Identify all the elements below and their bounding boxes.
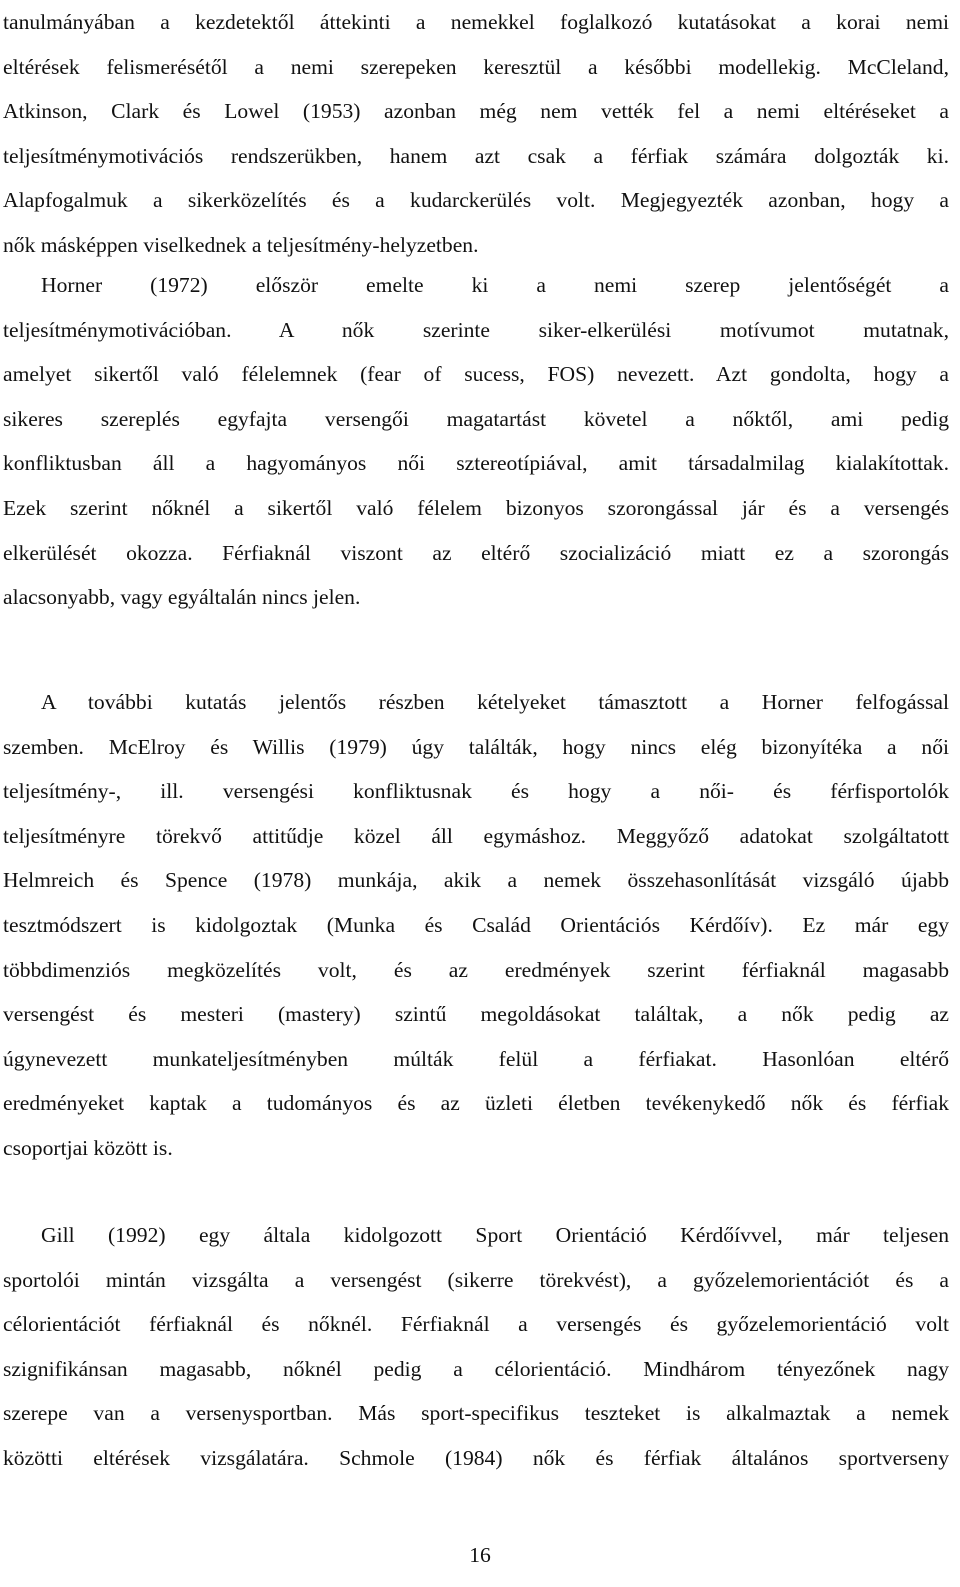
page-number: 16 — [469, 1543, 491, 1567]
text-line: teljesítménymotivációban. A nők szerinte siker-elkerülési motívumot mutatnak, — [3, 317, 949, 342]
text-line: szignifikánsan magasabb, nőknél pedig a célorientáció. Mindhárom tényezőnek nagy — [3, 1356, 949, 1381]
text-line: sportolói mintán vizsgálta a versengést (sikerre törekvést), a győzelemorientációt és a — [3, 1267, 949, 1292]
text-line: tanulmányában a kezdetektől áttekinti a nemekkel foglalkozó kutatásokat a korai nemi — [3, 10, 949, 34]
text-line: Ezek szerint nőknél a sikertől való félelem bizonyos szorongással jár és a versengés — [3, 495, 949, 520]
text-line: teljesítmény-, ill. versengési konfliktusnak és hogy a női- és férfisportolók — [3, 779, 949, 804]
text-line: Gill (1992) egy általa kidolgozott Sport Orientáció Kérdőívvel, már teljesen — [41, 1223, 949, 1247]
paragraph-3 — [3, 680, 949, 1171]
text-line: közötti eltérések vizsgálatára. Schmole (1984) nők és férfiak általános sportverseny — [3, 1445, 949, 1470]
text-line: tesztmódszert is kidolgoztak (Munka és Család Orientációs Kérdőív). Ez már egy — [3, 912, 949, 937]
text-line: csoportjai között is. — [3, 1135, 173, 1160]
text-line: Helmreich és Spence (1978) munkája, akik a nemek összehasonlítását vizsgáló újabb — [3, 868, 949, 893]
text-line: nők másképpen viselkednek a teljesítmény-helyzetben. — [3, 232, 479, 257]
text-line: Alapfogalmuk a sikerközelítés és a kudarckerülés volt. Megjegyezték azonban, hogy a — [3, 188, 949, 213]
text-line: teljesítményre törekvő attitűdje közel áll egymáshoz. Meggyőző adatokat szolgáltatott — [3, 823, 949, 848]
text-line: úgynevezett munkateljesítményben múlták felül a férfiakat. Hasonlóan eltérő — [3, 1046, 949, 1071]
text-line: Atkinson, Clark és Lowel (1953) azonban még nem vették fel a nemi eltéréseket a — [3, 99, 949, 124]
text-line: alacsonyabb, vagy egyáltalán nincs jelen. — [3, 585, 361, 610]
paragraph-2 — [3, 263, 949, 620]
paragraph-1 — [3, 0, 949, 268]
text-line: célorientációt férfiaknál és nőknél. Férfiaknál a versengés és győzelemorientáció volt — [3, 1312, 949, 1337]
text-line: szemben. McElroy és Willis (1979) úgy találták, hogy nincs elég bizonyítéka a női — [3, 734, 949, 759]
text-line: elkerülését okozza. Férfiaknál viszont az eltérő szocializáció miatt ez a szorongás — [3, 540, 949, 565]
paragraph-4 — [3, 1213, 949, 1481]
text-line: sikeres szereplés egyfajta versengői magatartást követel a nőktől, ami pedig — [3, 406, 949, 431]
text-line: eredményeket kaptak a tudományos és az üzleti életben tevékenykedő nők és férfiak — [3, 1091, 949, 1116]
text-line: konfliktusban áll a hagyományos női sztereotípiával, amit társadalmilag kialakítottak. — [3, 451, 949, 476]
text-line: teljesítménymotivációs rendszerükben, hanem azt csak a férfiak számára dolgozták ki. — [3, 143, 949, 168]
text-line: eltérések felismerésétől a nemi szerepeken keresztül a későbbi modellekig. McCleland, — [3, 54, 949, 79]
text-line: amelyet sikertől való félelemnek (fear of sucess, FOS) nevezett. Azt gondolta, hogy a — [3, 362, 949, 387]
text-line: többdimenziós megközelítés volt, és az eredmények szerint férfiaknál magasabb — [3, 957, 949, 982]
text-line: szerepe van a versenysportban. Más sport-specifikus teszteket is alkalmaztak a nemek — [3, 1401, 949, 1426]
text-line: Horner (1972) először emelte ki a nemi szerep jelentőségét a — [41, 273, 949, 297]
text-line: A további kutatás jelentős részben kételyeket támasztott a Horner felfogással — [41, 690, 949, 714]
text-line: versengést és mesteri (mastery) szintű megoldásokat találtak, a nők pedig az — [3, 1002, 949, 1027]
